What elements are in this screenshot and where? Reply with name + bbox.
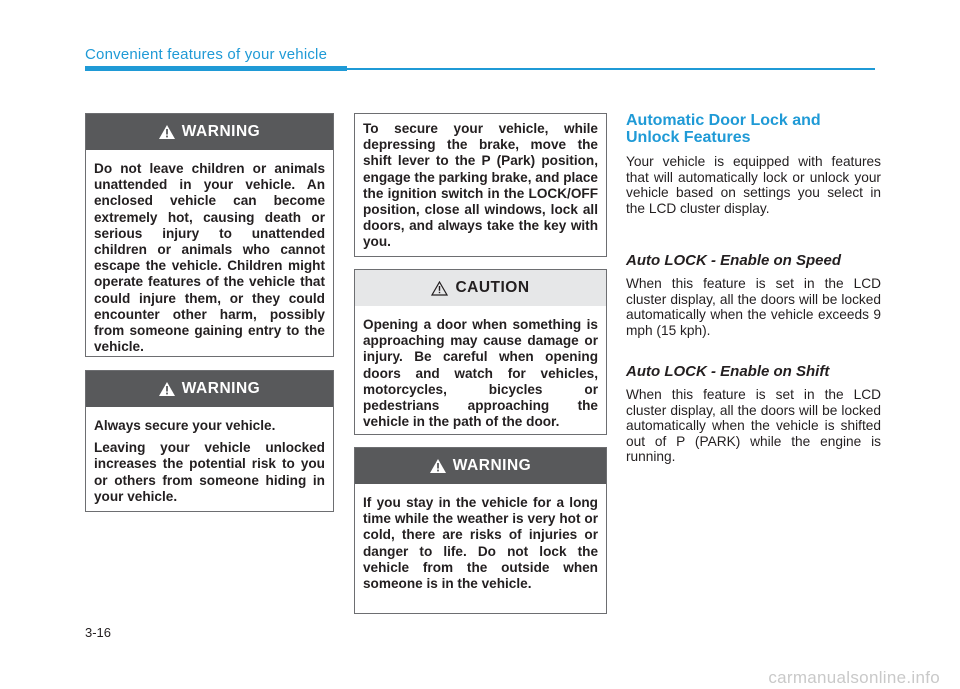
section-header-title: Convenient features of your vehicle (85, 46, 328, 63)
shift-paragraph: When this feature is set in the LCD cluster display, all the doors will be locked automatically when the vehicle is shifted out of P (PARK) while the engine is running. (626, 387, 881, 465)
warning-label: WARNING (181, 380, 261, 397)
header-accent-bar (85, 66, 347, 71)
warning-body (86, 407, 333, 513)
section-heading (626, 112, 881, 146)
page-number: 3-16 (85, 625, 112, 640)
caution-label: CAUTION (455, 279, 530, 296)
warning-text-line2: Leaving your vehicle unlocked increases the potential risk to you or others from someone hiding in your vehicle. (94, 440, 325, 504)
warning-header (355, 448, 606, 484)
warning-text-line1: Always secure your vehicle. (94, 418, 276, 433)
warning-triangle-icon (430, 459, 446, 473)
section-title-line1: Automatic Door Lock and (626, 112, 821, 129)
warning-header (86, 114, 333, 150)
watermark: carmanualsonline.info (768, 668, 940, 687)
warning-header (86, 371, 333, 407)
warning-triangle-icon (159, 125, 175, 139)
intro-paragraph: Your vehicle is equipped with features that will automatically lock or unlock your vehicle based on settings you select in the LCD cluster display. (626, 154, 881, 216)
subsection-title-speed: Auto LOCK - Enable on Speed (626, 252, 842, 269)
warning-box-children (85, 113, 334, 357)
warning-text: Do not leave children or animals unattended in your vehicle. An enclosed vehicle can become extremely hot, causing death or serious injury to unattended children or animals who cannot escape the vehicle. Children might operate features of the vehicle that could injure them, or they could encounter other harm, possibly from someone gaining entry to the vehicle. (94, 161, 325, 355)
warning-label: WARNING (452, 457, 532, 474)
secure-vehicle-text: To secure your vehicle, while depressing the brake, move the shift lever to the P (Park) position, engage the parking brake, and place the ignition switch in the LOCK/OFF position, close all windows, lock all doors, and always take the key with you. (363, 121, 598, 250)
caution-header (355, 270, 606, 306)
secure-vehicle-box (354, 113, 607, 257)
header-rule (347, 68, 875, 70)
warning-triangle-icon (159, 382, 175, 396)
caution-triangle-icon (431, 281, 448, 296)
speed-paragraph: When this feature is set in the LCD cluster display, all the doors will be locked automatically when the vehicle exceeds 9 mph (15 kph). (626, 276, 881, 338)
warning-box-weather (354, 447, 607, 614)
section-title-line2: Unlock Features (626, 129, 751, 146)
warning-label: WARNING (181, 123, 261, 140)
caution-box-doors (354, 269, 607, 435)
subsection-title-shift: Auto LOCK - Enable on Shift (626, 363, 830, 380)
warning-text: If you stay in the vehicle for a long time while the weather is very hot or cold, there are risks of injuries or danger to life. Do not lock the vehicle from the outside when someone is in the vehicle. (363, 495, 598, 592)
caution-text: Opening a door when something is approaching may cause damage or injury. Be careful when opening doors and watch for vehicles, motorcycles, bicycles or pedestrians approaching the vehicle in the path of the door. (363, 317, 598, 430)
warning-box-secure (85, 370, 334, 512)
